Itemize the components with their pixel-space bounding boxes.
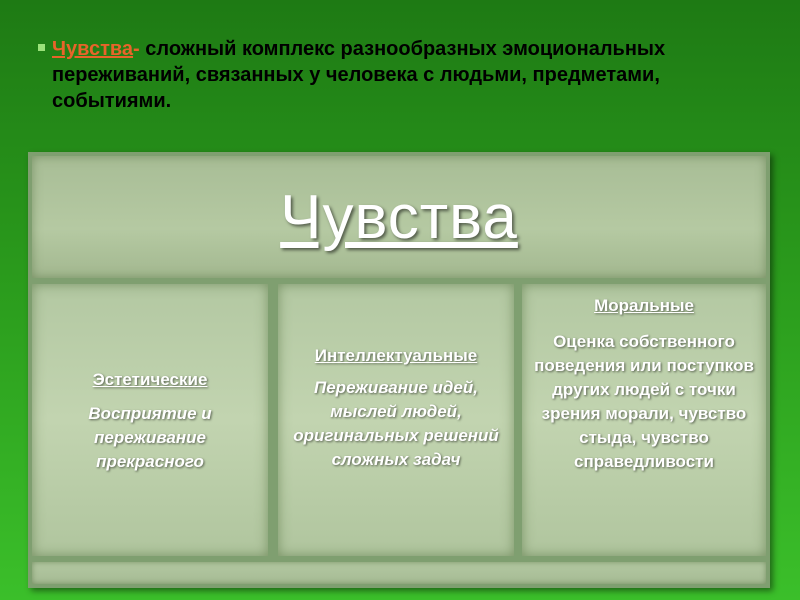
table-bottom-row xyxy=(32,562,766,584)
intellectual-description: Переживание идей, мыслей людей, оригинальных решений сложных задач xyxy=(293,378,499,469)
aesthetic-description: Восприятие и переживание прекрасного xyxy=(88,404,212,471)
feelings-table xyxy=(28,152,770,588)
intellectual-heading: Интеллектуальные xyxy=(314,346,478,365)
intro-paragraph xyxy=(52,36,752,114)
square-bullet-icon xyxy=(38,44,45,51)
moral-heading: Моральные xyxy=(594,296,694,315)
intro-term: Чувства xyxy=(52,38,134,60)
intro-dash: - xyxy=(133,38,140,60)
moral-cell xyxy=(522,284,766,556)
aesthetic-cell xyxy=(32,284,268,556)
aesthetic-heading: Эстетические xyxy=(92,370,208,389)
intellectual-cell xyxy=(278,284,514,556)
intro-definition: сложный комплекс разнообразных эмоциональных переживаний, связанных у человека с людьми, предметами, событиями. xyxy=(52,38,666,112)
table-title: Чувства xyxy=(280,183,518,252)
moral-description: Оценка собственного поведения или поступков других людей с точки зрения морали, чувство стыда, чувство справедливости xyxy=(534,332,754,471)
table-title-cell xyxy=(32,156,766,278)
